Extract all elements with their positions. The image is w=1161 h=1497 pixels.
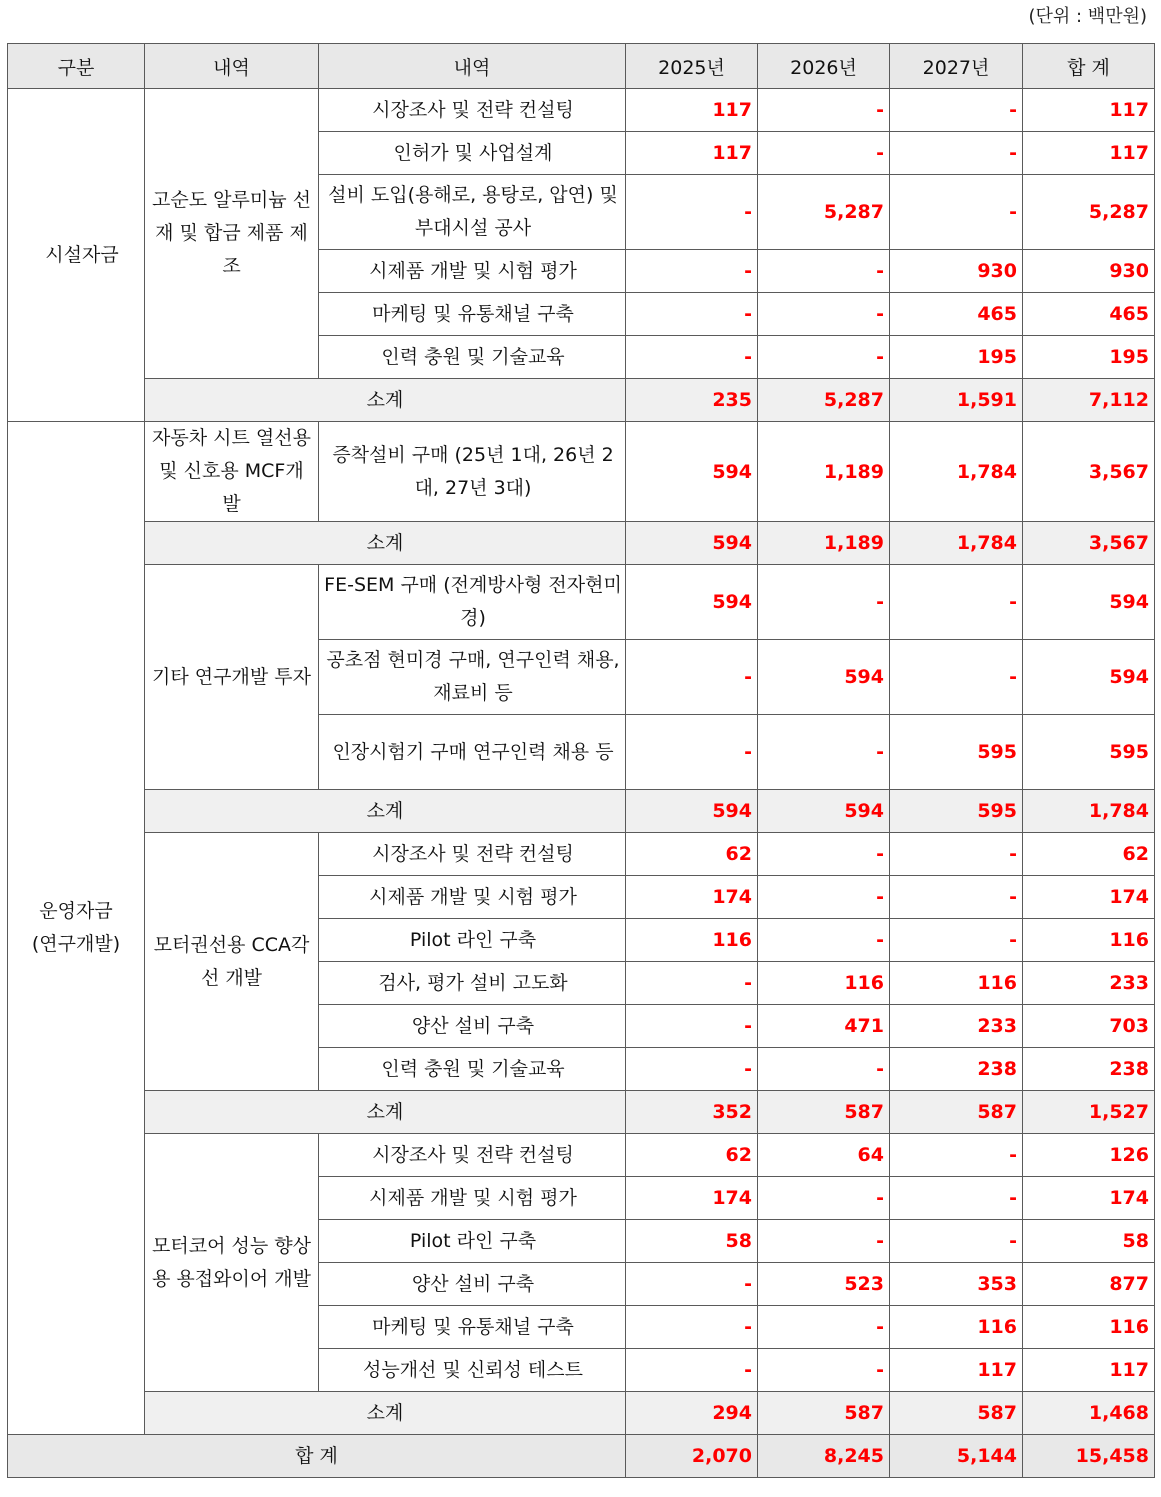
item-description-text: 인력 충원 및 기술교육	[381, 345, 565, 368]
subtotal-label: 소계	[145, 790, 626, 833]
header-2026: 2026년	[758, 44, 890, 89]
value-2026: -	[758, 1048, 890, 1091]
subtotal-row	[8, 790, 1155, 833]
value-2025: 174	[626, 1177, 758, 1220]
value-2026: -	[758, 89, 890, 132]
value-2027: 595	[890, 715, 1023, 790]
item-description-text: 양산 설비 구축	[411, 1272, 535, 1295]
group-label: 고순도 알루미늄 선재 및 합금 제품 제조	[152, 189, 311, 277]
header-total: 합 계	[1023, 44, 1155, 89]
group-cell	[145, 1134, 319, 1392]
value-2027: 353	[890, 1263, 1023, 1306]
value-total: 117	[1023, 1349, 1155, 1392]
subtotal-2027: 1,784	[890, 522, 1023, 565]
value-2025: -	[626, 1349, 758, 1392]
grand-total-2026: 8,245	[758, 1435, 890, 1478]
header-2025: 2025년	[626, 44, 758, 89]
subtotal-2026: 587	[758, 1091, 890, 1134]
value-2026: -	[758, 715, 890, 790]
value-2025: 117	[626, 89, 758, 132]
subtotal-label: 소계	[145, 1091, 626, 1134]
subtotal-2025: 594	[626, 790, 758, 833]
item-description-text: 양산 설비 구축	[411, 1014, 535, 1037]
value-2025: -	[626, 640, 758, 715]
item-description	[319, 1177, 626, 1220]
grand-total-2025: 2,070	[626, 1435, 758, 1478]
item-description	[319, 250, 626, 293]
item-description	[319, 1005, 626, 1048]
value-2026: -	[758, 250, 890, 293]
item-description	[319, 1220, 626, 1263]
category-cell	[8, 422, 145, 1435]
value-2025: -	[626, 1005, 758, 1048]
value-2027: -	[890, 833, 1023, 876]
item-description	[319, 1349, 626, 1392]
grand-total-row	[8, 1435, 1155, 1478]
subtotal-2026: 5,287	[758, 379, 890, 422]
value-2025: 594	[626, 565, 758, 640]
value-2026: -	[758, 565, 890, 640]
table-body	[8, 89, 1155, 1478]
value-total: 238	[1023, 1048, 1155, 1091]
item-description-text: 인장시험기 구매 연구인력 채용 등	[332, 740, 614, 763]
subtotal-2026: 587	[758, 1392, 890, 1435]
item-description	[319, 1048, 626, 1091]
subtotal-row	[8, 1091, 1155, 1134]
value-2025: -	[626, 715, 758, 790]
grand-total-2027: 5,144	[890, 1435, 1023, 1478]
value-2027: -	[890, 640, 1023, 715]
unit-label: (단위 : 백만원)	[1028, 6, 1147, 27]
value-total: 174	[1023, 876, 1155, 919]
subtotal-2027: 1,591	[890, 379, 1023, 422]
subtotal-row	[8, 522, 1155, 565]
group-label: 모터권선용 CCA각선 개발	[153, 933, 310, 989]
header-2027: 2027년	[890, 44, 1023, 89]
value-2025: 174	[626, 876, 758, 919]
value-2026: -	[758, 132, 890, 175]
item-description-text: 인허가 및 사업설계	[393, 141, 553, 164]
group-cell	[145, 89, 319, 379]
value-total: 174	[1023, 1177, 1155, 1220]
item-description-text: 시제품 개발 및 시험 평가	[369, 1186, 577, 1209]
category-cell	[8, 89, 145, 422]
value-2027: 1,784	[890, 422, 1023, 522]
value-2025: 116	[626, 919, 758, 962]
value-2027: 233	[890, 1005, 1023, 1048]
item-description	[319, 132, 626, 175]
value-total: 3,567	[1023, 422, 1155, 522]
item-description	[319, 962, 626, 1005]
value-2027: 465	[890, 293, 1023, 336]
value-2026: 594	[758, 640, 890, 715]
group-cell	[145, 833, 319, 1091]
value-2027: -	[890, 1220, 1023, 1263]
item-description-text: 시장조사 및 전략 컨설팅	[372, 842, 574, 865]
value-2026: -	[758, 1220, 890, 1263]
header-detail: 내역	[145, 44, 319, 89]
value-2027: -	[890, 876, 1023, 919]
value-2027: 116	[890, 962, 1023, 1005]
value-total: 58	[1023, 1220, 1155, 1263]
subtotal-label: 소계	[145, 1392, 626, 1435]
value-total: 594	[1023, 640, 1155, 715]
item-description	[319, 919, 626, 962]
item-description	[319, 293, 626, 336]
table-row	[8, 833, 1155, 876]
item-description-text: 인력 충원 및 기술교육	[381, 1057, 565, 1080]
group-label: 자동차 시트 열선용 및 신호용 MCF개발	[152, 427, 311, 515]
value-2026: -	[758, 1306, 890, 1349]
grand-total-total: 15,458	[1023, 1435, 1155, 1478]
value-2025: 58	[626, 1220, 758, 1263]
value-2027: -	[890, 1177, 1023, 1220]
item-description	[319, 1134, 626, 1177]
value-2027: 195	[890, 336, 1023, 379]
header-row	[8, 44, 1155, 89]
value-total: 116	[1023, 1306, 1155, 1349]
value-total: 877	[1023, 1263, 1155, 1306]
subtotal-2025: 594	[626, 522, 758, 565]
subtotal-2025: 352	[626, 1091, 758, 1134]
value-2026: 1,189	[758, 422, 890, 522]
value-total: 195	[1023, 336, 1155, 379]
subtotal-row	[8, 379, 1155, 422]
header-category: 구분	[8, 44, 145, 89]
value-2025: -	[626, 175, 758, 250]
item-description-text: 설비 도입(용해로, 용탕로, 압연) 및 부대시설 공사	[328, 184, 618, 239]
item-description-text: Pilot 라인 구축	[409, 928, 537, 951]
value-2026: -	[758, 1177, 890, 1220]
value-2027: -	[890, 175, 1023, 250]
value-2026: -	[758, 293, 890, 336]
item-description-text: 공초점 현미경 구매, 연구인력 채용, 재료비 등	[326, 649, 620, 704]
value-2027: -	[890, 132, 1023, 175]
category-label: 시설자금	[45, 243, 119, 266]
subtotal-2027: 587	[890, 1392, 1023, 1435]
value-total: 62	[1023, 833, 1155, 876]
item-description-text: 시장조사 및 전략 컨설팅	[372, 98, 574, 121]
item-description-text: 시제품 개발 및 시험 평가	[369, 259, 577, 282]
subtotal-label: 소계	[145, 522, 626, 565]
value-2025: 594	[626, 422, 758, 522]
value-2026: 523	[758, 1263, 890, 1306]
subtotal-total: 1,527	[1023, 1091, 1155, 1134]
value-2026: -	[758, 833, 890, 876]
item-description	[319, 336, 626, 379]
item-description-text: Pilot 라인 구축	[409, 1229, 537, 1252]
item-description-text: 시장조사 및 전략 컨설팅	[372, 1143, 574, 1166]
item-description-text: 마케팅 및 유통채널 구축	[372, 1315, 574, 1338]
value-2025: -	[626, 962, 758, 1005]
value-2025: -	[626, 1263, 758, 1306]
value-2026: -	[758, 1349, 890, 1392]
item-description	[319, 833, 626, 876]
value-2027: 116	[890, 1306, 1023, 1349]
value-2025: 117	[626, 132, 758, 175]
value-2026: 471	[758, 1005, 890, 1048]
subtotal-total: 7,112	[1023, 379, 1155, 422]
subtotal-2025: 235	[626, 379, 758, 422]
value-total: 465	[1023, 293, 1155, 336]
value-total: 233	[1023, 962, 1155, 1005]
group-cell	[145, 422, 319, 522]
item-description-text: 검사, 평가 설비 고도화	[378, 971, 568, 994]
grand-total-label: 합 계	[8, 1435, 626, 1478]
group-label: 모터코어 성능 향상용 용접와이어 개발	[152, 1234, 311, 1290]
item-description	[319, 1306, 626, 1349]
value-2025: -	[626, 293, 758, 336]
budget-table	[7, 43, 1155, 1478]
value-total: 594	[1023, 565, 1155, 640]
value-2026: 64	[758, 1134, 890, 1177]
subtotal-total: 1,468	[1023, 1392, 1155, 1435]
value-total: 595	[1023, 715, 1155, 790]
value-total: 117	[1023, 89, 1155, 132]
value-total: 930	[1023, 250, 1155, 293]
value-total: 126	[1023, 1134, 1155, 1177]
value-2025: -	[626, 1048, 758, 1091]
subtotal-total: 3,567	[1023, 522, 1155, 565]
value-total: 5,287	[1023, 175, 1155, 250]
value-2025: -	[626, 250, 758, 293]
item-description	[319, 640, 626, 715]
group-cell	[145, 565, 319, 790]
group-label: 기타 연구개발 투자	[152, 665, 311, 688]
subtotal-2026: 1,189	[758, 522, 890, 565]
value-2027: 930	[890, 250, 1023, 293]
item-description	[319, 175, 626, 250]
subtotal-row	[8, 1392, 1155, 1435]
category-label: 운영자금 (연구개발)	[31, 900, 121, 955]
subtotal-2027: 587	[890, 1091, 1023, 1134]
header-detail-item: 내역	[319, 44, 626, 89]
item-description	[319, 89, 626, 132]
value-2026: 5,287	[758, 175, 890, 250]
item-description	[319, 422, 626, 522]
value-2025: -	[626, 336, 758, 379]
item-description	[319, 876, 626, 919]
item-description-text: 성능개선 및 신뢰성 테스트	[362, 1358, 583, 1381]
item-description	[319, 1263, 626, 1306]
table-row	[8, 1134, 1155, 1177]
table-row	[8, 565, 1155, 640]
item-description-text: 시제품 개발 및 시험 평가	[369, 885, 577, 908]
subtotal-total: 1,784	[1023, 790, 1155, 833]
value-2027: -	[890, 565, 1023, 640]
value-2026: -	[758, 919, 890, 962]
table-row	[8, 89, 1155, 132]
value-2025: 62	[626, 1134, 758, 1177]
item-description-text: FE-SEM 구매 (전계방사형 전자현미경)	[324, 574, 622, 629]
value-total: 117	[1023, 132, 1155, 175]
value-total: 703	[1023, 1005, 1155, 1048]
table-row	[8, 422, 1155, 522]
value-total: 116	[1023, 919, 1155, 962]
value-2026: -	[758, 336, 890, 379]
item-description-text: 증착설비 구매 (25년 1대, 26년 2대, 27년 3대)	[332, 443, 614, 499]
subtotal-label: 소계	[145, 379, 626, 422]
subtotal-2027: 595	[890, 790, 1023, 833]
item-description-text: 마케팅 및 유통채널 구축	[372, 302, 574, 325]
value-2027: 238	[890, 1048, 1023, 1091]
value-2027: -	[890, 1134, 1023, 1177]
item-description	[319, 565, 626, 640]
value-2025: -	[626, 1306, 758, 1349]
subtotal-2026: 594	[758, 790, 890, 833]
value-2025: 62	[626, 833, 758, 876]
subtotal-2025: 294	[626, 1392, 758, 1435]
item-description	[319, 715, 626, 790]
value-2027: -	[890, 919, 1023, 962]
value-2027: -	[890, 89, 1023, 132]
value-2026: -	[758, 876, 890, 919]
value-2027: 117	[890, 1349, 1023, 1392]
value-2026: 116	[758, 962, 890, 1005]
